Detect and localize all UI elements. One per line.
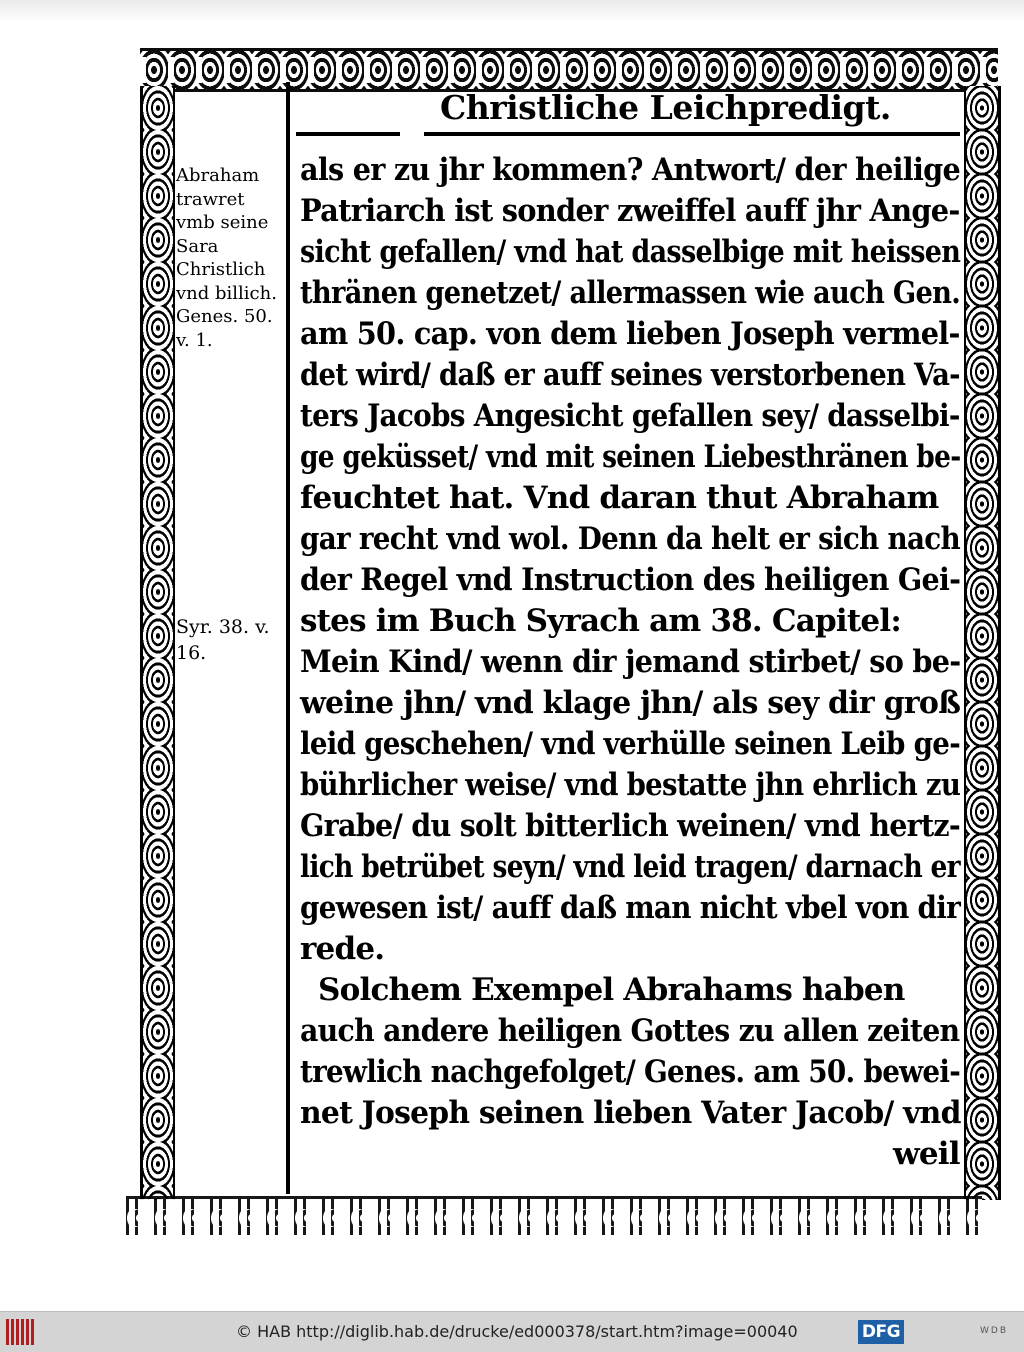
- text-line: ge geküsset/ vnd mit seinen Liebesthränen be-: [300, 439, 961, 475]
- text-line: rede.: [300, 931, 385, 967]
- text-line: weil: [893, 1136, 960, 1172]
- running-head: Christliche Leichpredigt.: [440, 88, 891, 127]
- hab-logo-icon[interactable]: [6, 1319, 36, 1345]
- text-line: stes im Buch Syrach am 38. Capitel:: [300, 603, 901, 639]
- text-line: bührlicher weise/ vnd bestatte jhn ehrlich zu: [300, 767, 961, 803]
- margin-note-line: v. 1.: [176, 329, 213, 351]
- text-line: Grabe/ du solt bitterlich weinen/ vnd hertz-: [300, 808, 961, 844]
- header-rule-right: [424, 132, 960, 136]
- text-line: am 50. cap. von dem lieben Joseph vermel-: [300, 316, 960, 352]
- margin-note-line: vmb seine: [176, 212, 269, 233]
- margin-note-syrach: [176, 614, 284, 666]
- margin-note-line: Christlich: [176, 259, 266, 280]
- margin-note-line: vnd billich.: [176, 282, 277, 304]
- text-line: der Regel vnd Instruction des heiligen Gei-: [300, 562, 961, 598]
- ornamental-border-left: [140, 86, 175, 1200]
- footer-bar: [0, 1311, 1024, 1352]
- margin-note-line: Sara: [176, 235, 219, 257]
- margin-note-abraham: [176, 164, 284, 352]
- ornamental-border-right: [964, 86, 1001, 1200]
- ornamental-border-bottom: [126, 1196, 982, 1235]
- text-line: auch andere heiligen Gottes zu allen zeiten: [300, 1013, 960, 1049]
- text-line: gar recht vnd wol. Denn da helt er sich nach: [300, 521, 960, 557]
- margin-note-line: 16.: [176, 642, 207, 664]
- text-line: feuchtet hat. Vnd daran thut Abraham: [300, 480, 939, 516]
- scan-edge: [0, 0, 1024, 22]
- text-line: gewesen ist/ auff daß man nicht vbel von dir: [300, 890, 961, 926]
- text-line: trewlich nachgefolget/ Genes. am 50. bewei-: [300, 1054, 961, 1090]
- margin-note-line: trawret: [176, 188, 245, 210]
- wdb-logo[interactable]: WDB: [980, 1326, 1009, 1336]
- text-line: ters Jacobs Angesicht gefallen sey/ dasselbi-: [300, 398, 960, 434]
- text-line: det wird/ daß er auff seines verstorbenen Va-: [300, 357, 960, 393]
- text-line: Mein Kind/ wenn dir jemand stirbet/ so be-: [300, 644, 961, 680]
- dfg-logo[interactable]: DFG: [858, 1320, 904, 1344]
- margin-note-line: Genes. 50.: [176, 306, 273, 327]
- margin-note-line: Syr. 38. v.: [176, 616, 270, 638]
- text-line: lich betrübet seyn/ vnd leid tragen/ darnach er: [300, 849, 960, 885]
- text-line: sicht gefallen/ vnd hat dasselbige mit heissen: [300, 234, 961, 270]
- margin-rule: [286, 82, 290, 1194]
- text-line: Patriarch ist sonder zweiffel auff jhr Ange-: [300, 193, 960, 229]
- text-line: thränen genetzet/ allermassen wie auch Gen.: [300, 275, 961, 311]
- text-line: net Joseph seinen lieben Vater Jacob/ vnd: [300, 1095, 961, 1131]
- text-line: weine jhn/ vnd klage jhn/ als sey dir groß: [300, 685, 961, 721]
- copyright-link[interactable]: © HAB http://diglib.hab.de/drucke/ed000378/start.htm?image=00040: [236, 1322, 798, 1341]
- text-line: leid geschehen/ vnd verhülle seinen Leib ge-: [300, 726, 961, 762]
- text-line: als er zu jhr kommen? Antwort/ der heilige: [300, 152, 960, 188]
- text-line: Solchem Exempel Abrahams haben: [318, 972, 905, 1008]
- ornamental-border-top: [140, 48, 998, 92]
- margin-note-line: Abraham: [176, 165, 260, 186]
- header-rule-left: [296, 132, 400, 136]
